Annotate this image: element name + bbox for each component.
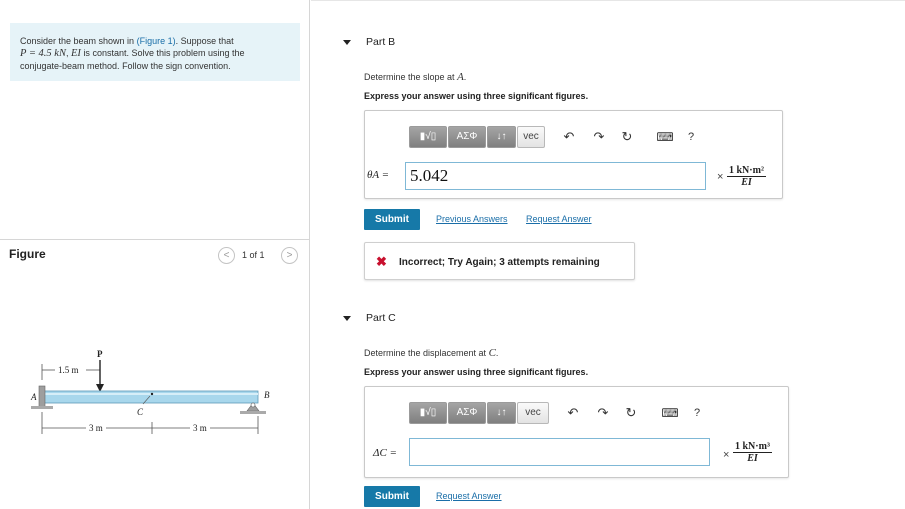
part-b-feedback (364, 242, 635, 280)
part-b-request-answer-link[interactable]: Request Answer (526, 214, 592, 224)
part-c-toolbar (409, 402, 715, 424)
part-b-instructions: Express your answer using three significant figures. (364, 91, 589, 101)
undo-icon[interactable]: ↶ (563, 129, 575, 144)
vec-button[interactable]: vec (517, 402, 549, 424)
arrows-button[interactable]: ↓↑ (487, 402, 516, 424)
greek-button[interactable]: ΑΣΦ (448, 402, 486, 424)
figure-link[interactable]: (Figure 1) (136, 36, 176, 46)
collapse-triangle-icon[interactable] (343, 40, 351, 45)
figure-header (0, 239, 309, 267)
part-b-prompt: Determine the slope at A. (364, 71, 467, 83)
beam-diagram (28, 342, 268, 437)
left-panel (0, 0, 310, 509)
part-b-submit-button[interactable]: Submit (364, 209, 420, 230)
right-panel (311, 0, 905, 509)
help-icon[interactable]: ? (693, 407, 701, 419)
part-b-units: $\frac{\text{1 kN·m²}}{EI}$ (729, 165, 764, 188)
greek-button[interactable]: ΑΣΦ (448, 126, 486, 148)
template-button[interactable]: ▮√▯ (409, 126, 447, 148)
keyboard-icon[interactable]: ⌨ (661, 406, 679, 420)
part-b-answer-box: ▮√▯ ΑΣΦ ↓↑ vec ↶ ↷ ↻ ⌨ ? θA = 5.042 × $\frac{\text{1 kN·m²}}{EI}$ (364, 110, 783, 199)
dim-3m-left: 3 m (89, 423, 103, 433)
part-c-var-label: ΔC = (373, 447, 397, 459)
part-c-answer-input[interactable] (409, 438, 710, 466)
collapse-triangle-icon[interactable] (343, 316, 351, 321)
redo-icon[interactable]: ↷ (593, 129, 605, 144)
beam (42, 391, 258, 403)
ei-symbol: EI (71, 48, 81, 59)
part-c-instructions: Express your answer using three significant figures. (364, 367, 589, 377)
problem-statement: Consider the beam shown in (Figure 1). Suppose that P = 4.5 kN, EI is constant. Solve this problem using the conjugate-beam method. Follow the sign convention. (10, 23, 300, 81)
figure-page-count: 1 of 1 (242, 250, 265, 260)
problem-text-line2: is constant. Solve this problem using the (83, 48, 245, 58)
vec-button[interactable]: vec (517, 126, 545, 148)
part-b-var-label: θA = (367, 169, 390, 181)
part-c-prompt: Determine the displacement at C. (364, 347, 499, 359)
dim-3m-right: 3 m (193, 423, 207, 433)
reset-icon[interactable]: ↻ (625, 405, 637, 420)
p-value: P = 4.5 kN (20, 48, 66, 59)
problem-text: Consider the beam shown in (20, 36, 137, 46)
feedback-message: Incorrect; Try Again; 3 attempts remaining (399, 257, 600, 268)
keyboard-icon[interactable]: ⌨ (656, 130, 674, 144)
label-b: B (264, 390, 270, 400)
undo-icon[interactable]: ↶ (567, 405, 579, 420)
part-b-header[interactable] (311, 25, 905, 61)
part-b-toolbar (409, 126, 709, 148)
part-b-title: Part B (366, 36, 396, 48)
reset-icon[interactable]: ↻ (621, 129, 633, 144)
redo-icon[interactable]: ↷ (597, 405, 609, 420)
previous-answers-link[interactable]: Previous Answers (436, 214, 508, 224)
label-c: C (137, 407, 144, 417)
figure-label: Figure (9, 247, 46, 261)
part-c-title: Part C (366, 312, 396, 324)
arrows-button[interactable]: ↓↑ (487, 126, 516, 148)
chevron-right-icon[interactable]: > (281, 247, 298, 264)
load-p-label: P (97, 349, 103, 359)
label-a: A (31, 392, 37, 402)
part-b-answer-input[interactable]: 5.042 (405, 162, 706, 190)
part-c-units: $\frac{\text{1 kN·m³}}{EI}$ (735, 441, 770, 464)
error-x-icon: ✖ (376, 254, 387, 269)
part-c-answer-box: ▮√▯ ΑΣΦ ↓↑ vec ↶ ↷ ↻ ⌨ ? ΔC = × $\frac{\text{1 kN·m³}}{EI}$ (364, 386, 789, 478)
template-button[interactable]: ▮√▯ (409, 402, 447, 424)
part-c-request-answer-link[interactable]: Request Answer (436, 491, 502, 501)
problem-text-line3: conjugate-beam method. Follow the sign convention. (20, 61, 231, 71)
help-icon[interactable]: ? (687, 131, 695, 143)
part-c-submit-button[interactable]: Submit (364, 486, 420, 507)
problem-text-mid: . Suppose that (175, 36, 234, 46)
part-c-header[interactable] (311, 301, 905, 337)
chevron-left-icon[interactable]: < (218, 247, 235, 264)
dim-1-5m: 1.5 m (58, 365, 79, 375)
